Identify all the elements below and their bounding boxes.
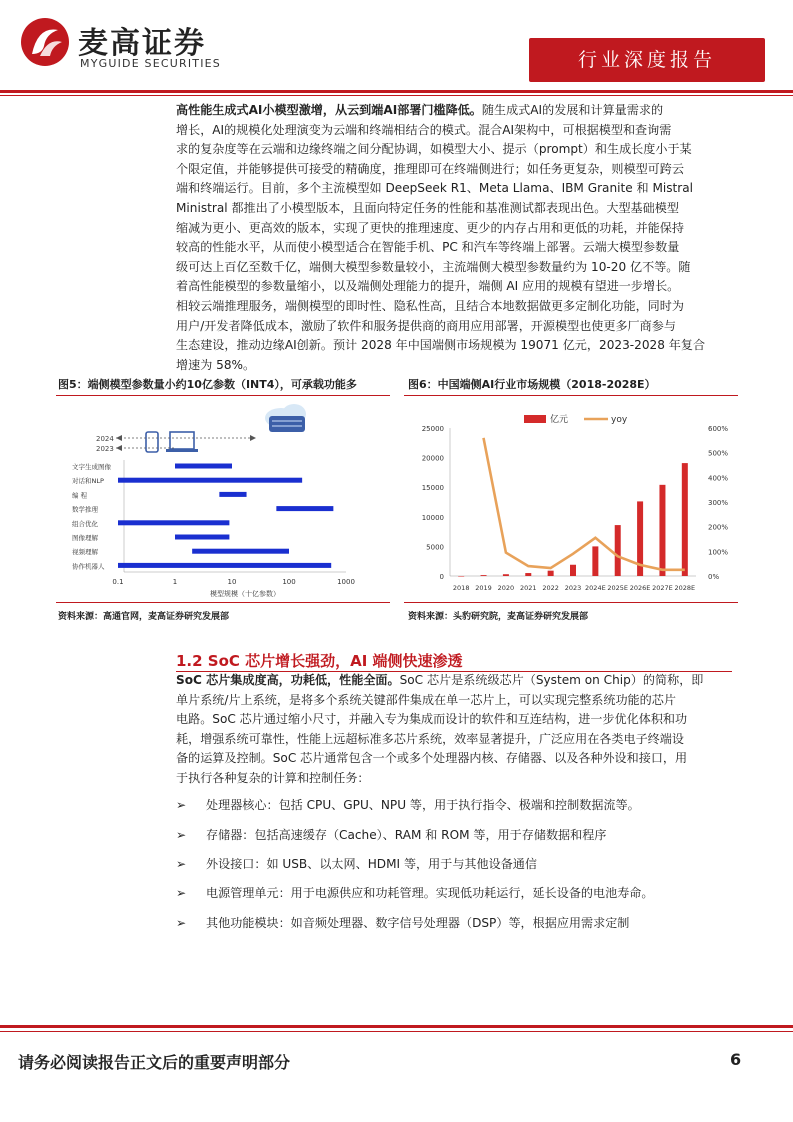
- intro-line: 增长，AI的规模化处理演变为云端和终端相结合的模式。混合AI架构中，可根据模型和查询需: [176, 122, 672, 137]
- fig5-chart: [56, 400, 390, 600]
- bar: [682, 463, 688, 576]
- x-tick-label: 2020: [497, 584, 515, 592]
- range-bar: [276, 506, 333, 511]
- list-item: ➢ 电源管理单元：用于电源供应和功耗管理。实现低功耗运行，延长设备的电池寿命。: [176, 886, 654, 900]
- range-bar: [118, 563, 331, 568]
- y-tick-label-left: 15000: [421, 484, 444, 493]
- fig6-title: 图6：中国端侧AI行业市场规模（2018-2028E）: [408, 378, 656, 391]
- chart-legend: [524, 413, 628, 425]
- y-tick-label-right: 400%: [708, 474, 729, 483]
- footer-notice: 请务必阅读报告正文后的重要声明部分: [18, 1053, 291, 1072]
- row-label: 对话和NLP: [72, 477, 104, 486]
- range-bar: [175, 535, 229, 540]
- fig5-title-rule: [56, 395, 390, 396]
- year-label: 2023: [96, 445, 114, 453]
- yoy-line: [484, 438, 685, 570]
- bar: [615, 525, 621, 576]
- y-tick-label-right: 500%: [708, 449, 729, 458]
- x-tick-label: 2026E: [629, 584, 651, 592]
- intro-line: 较高的性能水平，从而使小模型适合在智能手机、PC 和汽车等终端上部署。云端大模型参数量: [176, 240, 680, 255]
- range-bar: [175, 464, 232, 469]
- x-tick-label: 100: [282, 578, 296, 586]
- list-item: ➢ 其他功能模块：如音频处理器、数字信号处理器（DSP）等，根据应用需求定制: [176, 916, 630, 930]
- arrow-bullet-icon: ➢: [176, 828, 187, 842]
- fig6-source-rule: [404, 602, 738, 603]
- y-tick-label-left: 25000: [421, 425, 444, 433]
- brand-name-en: MYGUIDE SECURITIES: [80, 57, 221, 70]
- y-tick-label-right: 600%: [708, 425, 729, 433]
- fig5-source: 资料来源：高通官网，麦高证券研究发展部: [58, 612, 230, 622]
- arrow-head-icon: [250, 435, 256, 441]
- x-tick-label: 2018: [452, 584, 470, 592]
- arrow-bullet-icon: ➢: [176, 798, 187, 812]
- range-bar: [118, 478, 302, 483]
- bar: [503, 574, 509, 576]
- bar: [481, 575, 487, 576]
- fig5-source-rule: [56, 602, 390, 603]
- range-bar: [118, 520, 229, 525]
- x-tick-label: 10: [227, 578, 237, 586]
- arrow-bullet-icon: ➢: [176, 886, 187, 900]
- fig6-source: 资料来源：头豹研究院，麦高证券研究发展部: [408, 612, 589, 622]
- section-line: 耗，增强系统可靠性，性能上远超标准多芯片系统，效率显著提升，广泛应用在各类电子终端设: [176, 731, 684, 746]
- bar: [570, 565, 576, 576]
- y-tick-label-left: 5000: [426, 543, 444, 552]
- bar: [548, 571, 554, 576]
- legend-swatch-bar: [524, 415, 546, 423]
- intro-line: 求的复杂度等在云端和边缘终端之间分配协调，如模型大小、提示（prompt）和生成长度小于某: [176, 142, 692, 157]
- section-line: SoC 芯片集成度高，功耗低，性能全面。SoC 芯片是系统级芯片（System on Chip）的简称，即: [176, 673, 704, 687]
- x-tick-label: 0.1: [112, 578, 124, 586]
- arrow-head-icon: [116, 435, 122, 441]
- arrow-head-icon: [116, 445, 122, 451]
- brand-name-cn: 麦高证券: [78, 26, 206, 61]
- list-item: ➢ 存储器：包括高速缓存（Cache）、RAM 和 ROM 等，用于存储数据和程序: [176, 828, 607, 842]
- x-tick-label: 2021: [519, 584, 537, 592]
- arrow-bullet-icon: ➢: [176, 916, 187, 930]
- x-tick-label: 1: [172, 578, 178, 586]
- row-label: 视频理解: [72, 548, 98, 557]
- smartphone-icon: [146, 432, 158, 452]
- intro-paragraph: [176, 101, 732, 375]
- list-item: ➢ 处理器核心：包括 CPU、GPU、NPU 等，用于执行指令、极端和控制数据流等。: [176, 798, 640, 812]
- year-label: 2024: [96, 435, 114, 443]
- page-number: 6: [730, 1050, 742, 1069]
- intro-line: 相较云端推理服务，端侧模型的即时性、隐私性高，且结合本地数据做更多定制化功能，同时为: [176, 298, 684, 313]
- section-line: 于执行各种复杂的计算和控制任务：: [176, 770, 370, 785]
- bar: [525, 573, 531, 576]
- footer-divider: [0, 1025, 793, 1028]
- x-tick-label: 2025E: [607, 584, 629, 592]
- y-tick-label-left: 10000: [421, 513, 444, 522]
- arrow-bullet-icon: ➢: [176, 857, 187, 871]
- intro-bold-lead: 高性能生成式AI小模型激增，从云到端AI部署门槛降低。: [176, 103, 482, 117]
- header-divider: [0, 90, 793, 93]
- section-bold-lead: SoC 芯片集成度高，功耗低，性能全面。: [176, 673, 400, 687]
- laptop-icon: [166, 432, 198, 452]
- intro-line: 级可达上百亿至数千亿，端侧大模型参数量较小，主流端侧大模型参数量约为 10-20 亿不等。随: [176, 259, 691, 274]
- row-label: 组合优化: [72, 519, 98, 528]
- y-tick-label-right: 100%: [708, 548, 729, 557]
- range-bar: [192, 549, 289, 554]
- intro-line: 着高性能模型的参数量缩小，以及端侧处理能力的提升，端侧 AI 应用的规模有望进一步增长。: [176, 279, 680, 294]
- report-type-badge: 行业深度报告: [529, 38, 765, 82]
- intro-line: 高性能生成式AI小模型激增，从云到端AI部署门槛降低。随生成式AI的发展和计算量需求的: [176, 103, 664, 117]
- y-tick-label-left: 0: [439, 573, 444, 581]
- list-item: ➢ 外设接口：如 USB、以太网、HDMI 等，用于与其他设备通信: [176, 857, 537, 871]
- section-line: 备的运算及控制。SoC 芯片通常包含一个或多个处理器内核、存储器、以及各种外设和接口，用: [176, 751, 688, 766]
- section-title: 1.2 SoC 芯片增长强劲，AI 端侧快速渗透: [176, 652, 463, 670]
- x-tick-label: 1000: [337, 578, 355, 586]
- row-label: 编 程: [72, 491, 88, 500]
- bar: [458, 576, 464, 577]
- footer-divider-thin: [0, 1031, 793, 1032]
- row-label: 文字生成图像: [72, 463, 111, 471]
- x-tick-label: 2019: [475, 584, 492, 592]
- y-tick-label-right: 300%: [708, 499, 729, 507]
- bar: [659, 485, 665, 576]
- intro-line: 端和终端运行。目前，多个主流模型如 DeepSeek R1、Meta Llama、IBM Granite 和 Mistral: [176, 181, 694, 196]
- fig6-chart: [404, 400, 738, 600]
- x-tick-label: 2027E: [652, 584, 673, 592]
- cloud-server-icon: [265, 404, 306, 432]
- x-tick-label: 2028E: [674, 584, 696, 592]
- brand-logo-icon: [18, 16, 72, 68]
- range-bar: [219, 492, 246, 497]
- row-label: 协作机器人: [72, 562, 105, 571]
- fig6-title-rule: [404, 395, 738, 396]
- y-tick-label-right: 0%: [708, 573, 720, 581]
- x-axis-label: 模型规模（十亿参数）: [210, 590, 280, 598]
- section-line: 单片系统/片上系统，是将多个系统关键部件集成在单一芯片上，可以实现完整系统功能的芯片: [176, 692, 676, 707]
- intro-line: 增速为 58%。: [176, 357, 256, 372]
- legend-label-bar: 亿元: [550, 415, 569, 425]
- intro-line: 缩减为更小、更高效的版本，实现了更快的推理速度、更少的内存占用和更低的功耗，并能保持: [176, 220, 684, 235]
- intro-line: Ministral 都推出了小模型版本，且面向特定任务的性能和基准测试都表现出色。大型基础模型: [176, 200, 679, 215]
- fig5-title: 图5：端侧模型参数量小约10亿参数（INT4），可承载功能多: [58, 378, 357, 391]
- legend-label-line: yoy: [611, 415, 628, 425]
- bar: [592, 546, 598, 576]
- x-tick-label: 2022: [542, 584, 559, 592]
- header-divider-thin: [0, 95, 793, 96]
- intro-line: 个限定值，并能够提供可接受的精确度，推理即可在终端侧进行；如任务更复杂，则模型可跨云: [176, 161, 684, 176]
- x-tick-label: 2023: [564, 584, 582, 592]
- y-tick-label-left: 20000: [421, 454, 444, 463]
- intro-line: 用户/开发者降低成本，激励了软件和服务提供商的商用应用部署，开源模型也使更多厂商参与: [176, 318, 676, 333]
- row-label: 数学推理: [72, 505, 98, 514]
- row-label: 图像理解: [72, 534, 98, 542]
- intro-line: 生态建设，推动边缘AI创新。预计 2028 年中国端侧市场规模为 19071 亿元，2023-2028 年复合: [176, 338, 706, 353]
- x-tick-label: 2024E: [585, 584, 606, 592]
- y-tick-label-right: 200%: [708, 523, 729, 532]
- section-line: 电路。SoC 芯片通过缩小尺寸，并融入专为集成而设计的软件和互连结构，进一步优化体积和功: [176, 712, 688, 727]
- section-paragraph: [176, 671, 732, 789]
